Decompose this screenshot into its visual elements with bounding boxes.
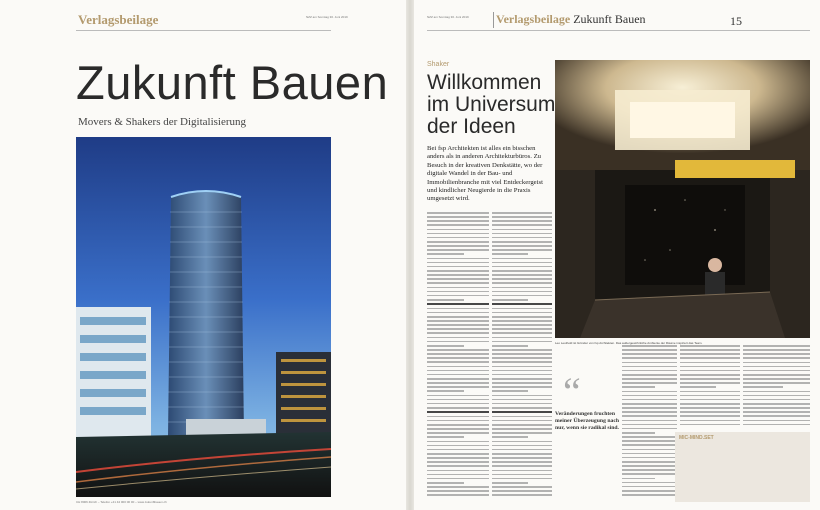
text-line: [492, 420, 552, 422]
text-line: [743, 386, 783, 388]
text-line: [427, 474, 489, 476]
text-line: [743, 362, 810, 364]
right-kicker-normal: Zukunft Bauen: [573, 12, 646, 26]
pull-quote: Veränderungen fruchten meiner Überzeugung nach nur, wenn sie radikal sind.: [555, 411, 620, 431]
text-line: [743, 407, 810, 409]
text-line: [743, 391, 810, 393]
text-line: [427, 407, 489, 409]
text-line: [492, 407, 552, 409]
text-line: [622, 490, 677, 492]
text-line: [427, 278, 489, 280]
text-line: [427, 399, 489, 401]
text-line: [427, 270, 489, 272]
text-line: [427, 382, 489, 384]
text-line: [492, 249, 552, 251]
left-photo-credit: CH 8006 Zürich – Telefon +41 44 000 00 00 – www.zukunftbauen.ch: [76, 500, 167, 504]
text-line: [427, 216, 489, 218]
text-line: [427, 436, 464, 438]
text-line: [427, 370, 489, 372]
text-line: [427, 345, 464, 347]
text-line: [492, 474, 552, 476]
text-line: [492, 287, 552, 289]
text-line: [427, 424, 489, 426]
text-line: [427, 303, 489, 305]
text-line: [427, 282, 489, 284]
text-line: [492, 337, 552, 339]
text-line: [492, 490, 552, 492]
text-line: [427, 337, 489, 339]
text-line: [622, 374, 677, 376]
text-line: [622, 420, 677, 422]
text-line: [622, 465, 677, 467]
text-line: [427, 420, 489, 422]
text-line: [492, 324, 552, 326]
text-line: [427, 374, 489, 376]
text-line: [622, 424, 677, 426]
text-line: [680, 424, 740, 426]
body-column-4: [680, 345, 740, 429]
text-line: [743, 411, 810, 413]
right-masthead: NZZ am Sonntag 30. Juni 2019: [427, 15, 469, 19]
text-line: [622, 345, 677, 347]
text-line: [492, 258, 552, 260]
text-line: [427, 353, 489, 355]
text-line: [492, 229, 552, 231]
text-line: [427, 308, 489, 310]
text-line: [680, 366, 740, 368]
text-line: [492, 445, 552, 447]
text-line: [427, 316, 489, 318]
body-column-5: [743, 345, 810, 429]
left-header-rule: [76, 30, 331, 31]
text-line: [492, 461, 552, 463]
text-line: [427, 386, 489, 388]
text-line: [492, 316, 552, 318]
masthead-divider: [493, 12, 494, 28]
text-line: [622, 457, 677, 459]
text-line: [492, 274, 552, 276]
text-line: [427, 411, 489, 413]
text-line: [427, 478, 489, 480]
text-line: [622, 415, 677, 417]
text-line: [622, 494, 677, 496]
text-line: [427, 465, 489, 467]
text-line: [427, 212, 489, 214]
text-line: [427, 390, 464, 392]
text-line: [492, 453, 552, 455]
text-line: [427, 291, 489, 293]
text-line: [743, 395, 810, 397]
text-line: [492, 428, 552, 430]
text-line: [427, 324, 489, 326]
text-line: [492, 370, 552, 372]
text-line: [622, 378, 677, 380]
text-line: [622, 353, 677, 355]
text-line: [743, 382, 810, 384]
info-box-title: MIC-MIND.SET: [679, 435, 714, 441]
text-line: [622, 436, 677, 438]
text-line: [427, 328, 489, 330]
text-line: [622, 395, 677, 397]
text-line: [622, 453, 677, 455]
info-box: [675, 432, 810, 502]
text-line: [622, 366, 677, 368]
text-line: [492, 282, 552, 284]
text-line: [680, 395, 740, 397]
text-line: [492, 436, 528, 438]
text-line: [492, 465, 552, 467]
text-line: [427, 253, 464, 255]
text-line: [622, 461, 677, 463]
text-line: [743, 366, 810, 368]
text-line: [680, 386, 716, 388]
text-line: [492, 432, 552, 434]
text-line: [492, 320, 552, 322]
text-line: [743, 353, 810, 355]
text-line: [492, 411, 552, 413]
left-kicker: Verlagsbeilage: [78, 12, 159, 27]
text-line: [427, 441, 489, 443]
page-number: 15: [730, 14, 742, 28]
text-line: [427, 220, 489, 222]
text-line: [680, 382, 740, 384]
text-line: [427, 461, 489, 463]
text-line: [492, 457, 552, 459]
text-line: [427, 320, 489, 322]
tower-photo: [76, 137, 331, 497]
text-line: [492, 416, 552, 418]
text-line: [492, 494, 552, 496]
text-line: [492, 341, 552, 343]
text-line: [427, 258, 489, 260]
text-line: [680, 353, 740, 355]
text-line: [427, 490, 489, 492]
text-line: [492, 308, 552, 310]
text-line: [622, 432, 655, 434]
text-line: [680, 407, 740, 409]
body-column-1: [427, 212, 489, 502]
text-line: [743, 349, 810, 351]
text-line: [492, 270, 552, 272]
text-line: [743, 345, 810, 347]
text-line: [492, 345, 528, 347]
body-column-3: [622, 345, 677, 500]
text-line: [427, 229, 489, 231]
text-line: [743, 415, 810, 417]
text-line: [492, 253, 528, 255]
text-line: [492, 278, 552, 280]
text-line: [427, 445, 489, 447]
text-line: [492, 390, 528, 392]
text-line: [427, 449, 489, 451]
text-line: [427, 432, 489, 434]
text-line: [427, 361, 489, 363]
text-line: [622, 478, 655, 480]
text-line: [492, 366, 552, 368]
text-line: [427, 457, 489, 459]
text-line: [743, 370, 810, 372]
text-line: [680, 349, 740, 351]
headline-line-1: Willkommen: [427, 71, 542, 94]
page-subtitle: Movers & Shakers der Digitalisierung: [78, 116, 247, 128]
page-gutter: [406, 0, 414, 510]
text-line: [427, 295, 489, 297]
text-line: [622, 469, 677, 471]
text-line: [492, 361, 552, 363]
text-line: [622, 411, 677, 413]
text-line: [492, 212, 552, 214]
text-line: [492, 374, 552, 376]
text-line: [743, 357, 810, 359]
text-line: [427, 233, 489, 235]
page-title: Zukunft Bauen: [76, 56, 389, 109]
text-line: [492, 328, 552, 330]
text-line: [427, 482, 464, 484]
text-line: [427, 453, 489, 455]
text-line: [492, 357, 552, 359]
text-line: [427, 486, 489, 488]
left-masthead: NZZ am Sonntag 30. Juni 2019: [306, 15, 348, 19]
text-line: [743, 403, 810, 405]
text-line: [680, 370, 740, 372]
quote-mark-icon: “: [563, 369, 581, 414]
text-line: [492, 303, 552, 305]
text-line: [427, 299, 464, 301]
text-line: [680, 403, 740, 405]
text-line: [427, 395, 489, 397]
text-line: [680, 399, 740, 401]
text-line: [492, 470, 552, 472]
text-line: [622, 486, 677, 488]
text-line: [680, 378, 740, 380]
text-line: [622, 357, 677, 359]
text-line: [427, 249, 489, 251]
text-line: [492, 399, 552, 401]
text-line: [743, 424, 810, 426]
text-line: [492, 478, 552, 480]
text-line: [680, 411, 740, 413]
text-line: [622, 403, 677, 405]
text-line: [680, 420, 740, 422]
text-line: [492, 262, 552, 264]
text-line: [492, 378, 552, 380]
text-line: [492, 245, 552, 247]
text-line: [427, 416, 489, 418]
text-line: [492, 349, 552, 351]
text-line: [427, 341, 489, 343]
text-line: [427, 332, 489, 334]
text-line: [492, 353, 552, 355]
text-line: [622, 407, 677, 409]
article-headline: [427, 72, 555, 138]
section-label: Shaker: [427, 61, 450, 68]
text-line: [492, 224, 552, 226]
text-line: [427, 357, 489, 359]
text-line: [492, 220, 552, 222]
body-column-2: [492, 212, 552, 502]
text-line: [427, 403, 489, 405]
text-line: [622, 449, 677, 451]
text-line: [680, 345, 740, 347]
text-line: [427, 241, 489, 243]
right-kicker-bold: Verlagsbeilage: [496, 12, 571, 26]
text-line: [427, 349, 489, 351]
text-line: [622, 362, 677, 364]
text-line: [427, 274, 489, 276]
text-line: [492, 449, 552, 451]
text-line: [427, 312, 489, 314]
text-line: [622, 444, 677, 446]
text-line: [427, 366, 489, 368]
text-line: [622, 399, 677, 401]
text-line: [622, 440, 677, 442]
text-line: [622, 428, 677, 430]
text-line: [622, 391, 677, 393]
text-line: [492, 216, 552, 218]
text-line: [427, 494, 489, 496]
text-line: [622, 482, 677, 484]
text-line: [492, 237, 552, 239]
text-line: [492, 403, 552, 405]
text-line: [492, 441, 552, 443]
text-line: [492, 395, 552, 397]
office-illustration: [555, 60, 810, 338]
text-line: [743, 399, 810, 401]
text-line: [743, 420, 810, 422]
text-line: [492, 312, 552, 314]
text-line: [492, 299, 528, 301]
text-line: [427, 237, 489, 239]
office-photo: [555, 60, 810, 338]
text-line: [492, 233, 552, 235]
text-line: [492, 382, 552, 384]
text-line: [622, 386, 655, 388]
right-header-rule: [427, 30, 810, 31]
text-line: [492, 386, 552, 388]
text-line: [427, 245, 489, 247]
text-line: [427, 224, 489, 226]
text-line: [680, 391, 740, 393]
text-line: [492, 486, 552, 488]
text-line: [743, 374, 810, 376]
text-line: [492, 291, 552, 293]
text-line: [492, 295, 552, 297]
text-line: [622, 382, 677, 384]
text-line: [427, 378, 489, 380]
text-line: [680, 374, 740, 376]
text-line: [427, 470, 489, 472]
text-line: [492, 482, 528, 484]
text-line: [427, 266, 489, 268]
text-line: [680, 415, 740, 417]
tower-illustration: [76, 137, 331, 497]
text-line: [492, 332, 552, 334]
text-line: [427, 428, 489, 430]
headline-line-3: der Ideen: [427, 115, 516, 138]
text-line: [622, 370, 677, 372]
headline-line-2: im Universum: [427, 93, 556, 116]
text-line: [743, 378, 810, 380]
text-line: [680, 362, 740, 364]
text-line: [622, 473, 677, 475]
right-photo-caption: Leo Leuthold ist Gründer von fsp Architekten. Das außergewöhnliche Ambiente der Räume inspiriert das Team.: [555, 341, 703, 345]
text-line: [492, 424, 552, 426]
text-line: [680, 357, 740, 359]
text-line: [427, 287, 489, 289]
text-line: [492, 241, 552, 243]
text-line: [622, 349, 677, 351]
article-lead: Bei fsp Architekten ist alles ein bisschen anders als in anderen Architekturbüros. Zu Besuch in der kreativen Denkstätte, wo der digitale Wandel in der Bau- und Immobilienbranche mit viel Entdeckergeist und kindlicher Neugierde in die Praxis umgesetzt wird.: [427, 145, 543, 203]
text-line: [492, 266, 552, 268]
right-kicker: [496, 12, 646, 27]
text-line: [427, 262, 489, 264]
